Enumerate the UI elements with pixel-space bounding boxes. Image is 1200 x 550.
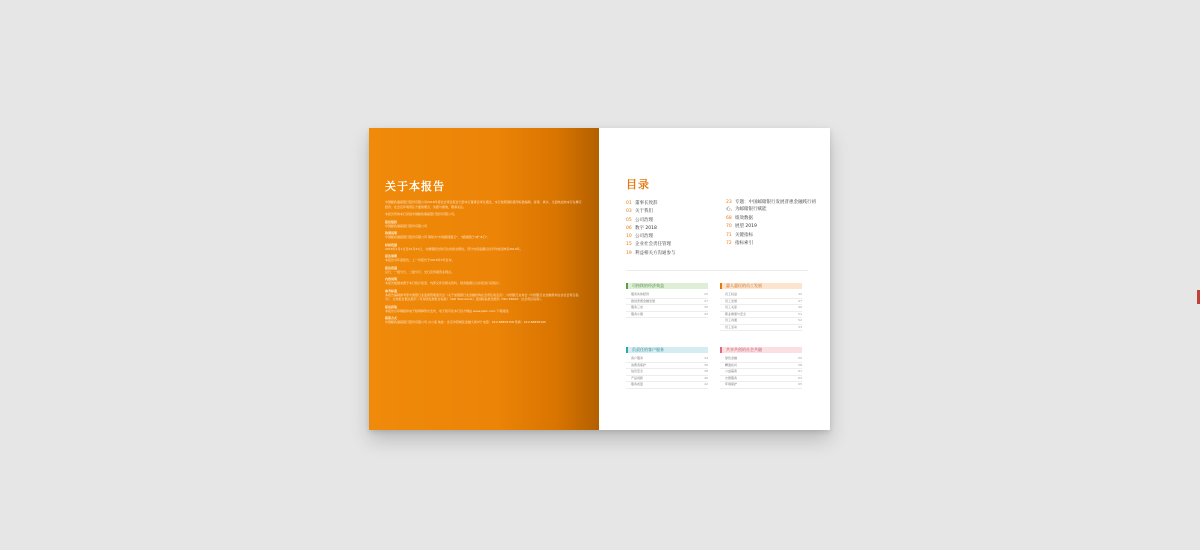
toc-section-row-label: 服务实体经济 xyxy=(631,292,650,297)
toc-item-label: 关于我们 xyxy=(635,209,653,215)
toc-section-row-label: 服务三农 xyxy=(631,305,644,310)
toc-item-label: 企业社会责任管理 xyxy=(635,242,671,248)
toc-page-number: 68 xyxy=(726,216,732,221)
toc-item-label: 董事长致辞 xyxy=(635,201,658,206)
about-report-block xyxy=(385,231,583,240)
toc-item[interactable] xyxy=(626,250,716,258)
toc-section-row-label: 精准扶贫 xyxy=(725,362,738,367)
about-report-heading: 参考标准 xyxy=(385,288,398,293)
toc-divider xyxy=(626,270,808,271)
about-report-paragraph: 中国邮政储蓄银行股份有限公司 xyxy=(385,223,428,228)
toc-item-label: 绩效数据 xyxy=(735,216,753,221)
toc-item-label: 公司治理 xyxy=(635,217,653,223)
toc-section-row-page: 49 xyxy=(798,305,802,310)
toc-section-row-page: 51 xyxy=(798,311,802,316)
toc-columns xyxy=(626,200,816,258)
about-report-paragraph: 中国邮政储蓄银行股份有限公司 办公室 地址：北京市西城区金融大街3号 电话：010-68858158 传真：010-68858165 xyxy=(385,320,546,324)
section-grid xyxy=(626,283,802,389)
toc-section-row-page: 45 xyxy=(798,292,802,297)
toc-item[interactable] xyxy=(726,240,816,248)
about-report-block xyxy=(385,254,583,263)
toc-section-row-page: 63 xyxy=(798,375,802,380)
toc-section-row[interactable] xyxy=(720,382,802,389)
toc-section-row-page: 27 xyxy=(704,298,708,303)
about-report-block xyxy=(385,200,583,209)
toc-item-label: 公司治理 xyxy=(635,234,653,240)
table-of-contents-page xyxy=(599,128,830,430)
toc-page-number: 05 xyxy=(626,217,632,223)
toc-section-row-page: 42 xyxy=(704,382,708,387)
toc-column-left xyxy=(626,200,716,258)
toc-section-row-label: 服务质量 xyxy=(631,382,644,387)
toc-section-row-page: 30 xyxy=(704,305,708,310)
toc-item-label: 关键指标 xyxy=(735,232,753,238)
toc-page-number: 23 xyxy=(726,200,732,205)
toc-section xyxy=(626,283,708,331)
toc-page-number: 03 xyxy=(626,209,632,215)
toc-section-heading[interactable]: 共享共创的社会共融 xyxy=(720,347,802,353)
toc-section-row-label: 员工关爱 xyxy=(725,305,738,310)
report-spread xyxy=(369,128,830,430)
toc-section-row-page: 38 xyxy=(704,369,708,374)
toc-section-row-label: 客户服务 xyxy=(631,356,644,361)
about-report-paragraph: 本报告编制参考原中国银行业监督管理委员会《关于加强银行业金融机构社会责任的意见》、中国银行业协会《中国银行业金融机构企业社会责任指引》、全球报告倡议组织《可持续发展报告标准》（GRI Standards）及国际标准化组织《ISO 26000：社会责任指南》。 xyxy=(385,292,579,301)
toc-title: 目录 xyxy=(626,178,650,191)
toc-item[interactable] xyxy=(726,215,816,223)
about-report-heading: 报告获取 xyxy=(385,304,398,309)
toc-section-row-page: 47 xyxy=(798,298,802,303)
about-report-body xyxy=(385,200,583,325)
toc-section-row-page: 58 xyxy=(798,362,802,367)
toc-section-row[interactable] xyxy=(720,325,802,332)
about-report-block xyxy=(385,289,583,302)
toc-section-row-label: 员工活动 xyxy=(725,324,738,329)
about-report-paragraph: 本报告数据来源于本行统计报表、内部文件及相关资料，财务数据以合并报表口径统计。 xyxy=(385,281,503,285)
about-report-block xyxy=(385,212,583,217)
toc-section-row-page: 61 xyxy=(798,369,802,374)
toc-page-number: 72 xyxy=(726,240,732,246)
toc-item[interactable] xyxy=(726,232,816,240)
about-report-heading: 内容说明 xyxy=(385,277,398,281)
about-report-title: 关于本报告 xyxy=(385,180,445,193)
toc-item[interactable] xyxy=(626,233,716,241)
toc-section-row-page: 52 xyxy=(798,318,802,323)
toc-item-label: 指标索引 xyxy=(735,240,753,246)
about-report-paragraph: 总行、一级分行、二级分行、支行及所属营业网点。 xyxy=(385,269,455,274)
toc-item-label: 利益相关方沟通参与 xyxy=(635,250,676,256)
about-report-page xyxy=(369,128,599,430)
about-report-paragraph: 中国邮政储蓄银行股份有限公司 简称为"中国邮储银行"、"邮储银行"或"本行"。 xyxy=(385,235,491,239)
toc-section-row-page: 25 xyxy=(704,292,708,297)
toc-section xyxy=(720,347,802,389)
about-report-block xyxy=(385,266,583,275)
toc-section-row-label: 推进普惠金融发展 xyxy=(631,298,656,303)
about-report-block xyxy=(385,277,583,286)
toc-item[interactable] xyxy=(726,223,816,231)
about-report-heading: 时间范围 xyxy=(385,242,398,247)
toc-section-row-label: 环境保护 xyxy=(725,382,738,387)
toc-section xyxy=(626,347,708,389)
toc-section-row-label: 公益慈善 xyxy=(725,369,738,374)
about-report-block xyxy=(385,243,583,252)
toc-item[interactable] xyxy=(626,200,716,208)
toc-page-number: 01 xyxy=(626,201,632,206)
toc-page-number: 70 xyxy=(726,224,732,230)
toc-section-row-label: 职业健康与安全 xyxy=(725,311,747,316)
about-report-paragraph: 本报告所称本行是指中国邮政储蓄银行股份有限公司。 xyxy=(385,212,458,216)
about-report-paragraph: 中国邮政储蓄银行股份有限公司2018年度社会责任报告已经本行董事会审议通过，本行按照国际通用标准编制，客观、真实、全面地反映本行在履行经济、社会及环境责任方面的理念、实践与绩效，敬请关注。 xyxy=(385,200,582,209)
toc-item-label: 数字 2018 xyxy=(635,225,657,231)
toc-item-label: 展望 2019 xyxy=(735,224,757,230)
toc-section-row-page: 34 xyxy=(704,356,708,361)
about-report-heading: 报告组织 xyxy=(385,219,398,224)
toc-section-row-page: 32 xyxy=(704,311,708,316)
about-report-block xyxy=(385,316,583,325)
about-report-heading: 报告周期 xyxy=(385,254,398,258)
toc-item[interactable] xyxy=(626,208,716,216)
about-report-paragraph: 2018年1月1日至12月31日，为增强报告的可比性和完整性，部分内容追溯以往年份或延伸至2019年。 xyxy=(385,246,523,251)
about-report-heading: 报告范围 xyxy=(385,265,398,270)
toc-item-label: 专题：中国邮储银行发展普惠金融践行初心，为邮储银行赋能 xyxy=(726,200,816,212)
toc-page-number: 10 xyxy=(626,234,632,240)
toc-section-row-label: 员工沟通 xyxy=(725,318,738,323)
toc-item[interactable] xyxy=(626,217,716,225)
about-report-heading: 称谓说明 xyxy=(385,231,398,235)
toc-section-row-page: 53 xyxy=(798,324,802,329)
toc-item[interactable] xyxy=(626,241,716,249)
toc-section-row[interactable] xyxy=(626,312,708,319)
toc-section-heading[interactable]: 负责任的客户服务 xyxy=(626,347,708,353)
toc-section-row-label: 产品创新 xyxy=(631,375,644,380)
toc-page-number: 15 xyxy=(626,242,632,248)
toc-section-row-label: 志愿服务 xyxy=(725,375,738,380)
about-report-block xyxy=(385,305,583,314)
toc-page-number: 71 xyxy=(726,232,732,238)
about-report-block xyxy=(385,220,583,229)
toc-section-row-label: 员工权益 xyxy=(725,292,738,297)
toc-section-row-page: 40 xyxy=(704,375,708,380)
toc-section-row-label: 服务小微 xyxy=(631,311,644,316)
toc-section-heading[interactable]: 可持续的经济效益 xyxy=(626,283,708,289)
toc-section-row-page: 55 xyxy=(798,356,802,361)
about-report-heading: 联系方式 xyxy=(385,316,398,320)
toc-column-right xyxy=(726,200,816,258)
toc-section xyxy=(720,283,802,331)
toc-section-row[interactable] xyxy=(626,382,708,389)
toc-section-row-page: 36 xyxy=(704,362,708,367)
toc-section-row-label: 消费者保护 xyxy=(631,362,647,367)
about-report-paragraph: 本报告为年度报告，上一份报告于2018年3月发布。 xyxy=(385,258,455,262)
toc-item[interactable] xyxy=(726,200,816,213)
toc-section-row-page: 65 xyxy=(798,382,802,387)
toc-page-number: 06 xyxy=(626,225,632,231)
about-report-paragraph: 本报告以印刷版和电子版两种形式发布，电子版可在本行官方网站 www.psbc.com 下载阅读。 xyxy=(385,308,512,313)
toc-section-heading[interactable]: 惠人惠民的员工发展 xyxy=(720,283,802,289)
toc-item[interactable] xyxy=(626,225,716,233)
toc-section-row-label: 信息安全 xyxy=(631,369,644,374)
toc-section-row-label: 绿色金融 xyxy=(725,356,738,361)
toc-page-number: 19 xyxy=(626,250,632,256)
toc-section-row-label: 员工发展 xyxy=(725,298,738,303)
